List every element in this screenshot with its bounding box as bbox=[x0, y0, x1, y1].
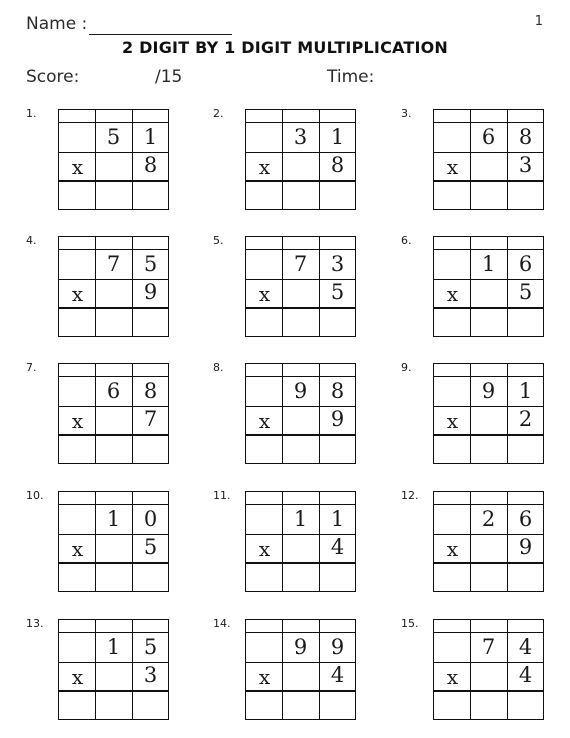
top-digit: 1 bbox=[143, 125, 158, 149]
answer-cell[interactable] bbox=[320, 309, 356, 336]
grid-line bbox=[434, 504, 543, 505]
problem-number: 11. bbox=[213, 489, 231, 502]
answer-cell[interactable] bbox=[508, 436, 544, 463]
problem-grid[interactable] bbox=[58, 619, 169, 720]
multiply-sign: x bbox=[446, 282, 459, 306]
problem-grid[interactable] bbox=[433, 236, 544, 337]
multiply-sign: x bbox=[258, 282, 271, 306]
problem-grid[interactable] bbox=[433, 109, 544, 210]
answer-cell[interactable] bbox=[133, 309, 169, 336]
bottom-digit: 5 bbox=[143, 535, 158, 559]
multiply-sign: x bbox=[258, 665, 271, 689]
answer-cell[interactable] bbox=[471, 692, 507, 719]
top-digit: 6 bbox=[106, 379, 121, 403]
problem-grid[interactable] bbox=[433, 619, 544, 720]
grid-line bbox=[246, 632, 355, 633]
answer-cell[interactable] bbox=[508, 692, 544, 719]
top-digit: 2 bbox=[481, 507, 496, 531]
grid-line bbox=[434, 632, 543, 633]
top-digit: 0 bbox=[143, 507, 158, 531]
answer-cell[interactable] bbox=[96, 436, 132, 463]
problem-grid[interactable] bbox=[58, 363, 169, 464]
top-digit: 1 bbox=[481, 252, 496, 276]
answer-cell[interactable] bbox=[283, 182, 319, 209]
grid-line bbox=[246, 504, 355, 505]
problem-number: 6. bbox=[401, 234, 412, 247]
top-digit: 1 bbox=[293, 507, 308, 531]
problem-number: 10. bbox=[26, 489, 44, 502]
top-digit: 1 bbox=[518, 379, 533, 403]
top-digit: 9 bbox=[293, 635, 308, 659]
answer-cell[interactable] bbox=[246, 436, 282, 463]
answer-cell[interactable] bbox=[320, 692, 356, 719]
answer-cell[interactable] bbox=[59, 182, 95, 209]
answer-cell[interactable] bbox=[434, 692, 470, 719]
answer-cell[interactable] bbox=[133, 692, 169, 719]
bottom-digit: 5 bbox=[330, 280, 345, 304]
answer-cell[interactable] bbox=[96, 309, 132, 336]
answer-cell[interactable] bbox=[59, 309, 95, 336]
problem-number: 2. bbox=[213, 107, 224, 120]
problem-grid[interactable] bbox=[245, 236, 356, 337]
grid-line bbox=[246, 249, 355, 250]
multiply-sign: x bbox=[71, 282, 84, 306]
problem-number: 4. bbox=[26, 234, 37, 247]
multiply-sign: x bbox=[446, 665, 459, 689]
problem-grid[interactable] bbox=[433, 363, 544, 464]
answer-cell[interactable] bbox=[471, 309, 507, 336]
grid-line bbox=[434, 376, 543, 377]
bottom-digit: 8 bbox=[330, 153, 345, 177]
top-digit: 3 bbox=[330, 252, 345, 276]
answer-cell[interactable] bbox=[246, 309, 282, 336]
answer-cell[interactable] bbox=[471, 182, 507, 209]
grid-line bbox=[434, 122, 543, 123]
bottom-digit: 7 bbox=[143, 407, 158, 431]
page-number: 1 bbox=[534, 14, 543, 29]
bottom-digit: 3 bbox=[143, 663, 158, 687]
answer-cell[interactable] bbox=[320, 564, 356, 591]
answer-cell[interactable] bbox=[434, 182, 470, 209]
problem-grid[interactable] bbox=[245, 363, 356, 464]
bottom-digit: 9 bbox=[330, 407, 345, 431]
problem-grid[interactable] bbox=[58, 236, 169, 337]
problem-grid[interactable] bbox=[245, 491, 356, 592]
answer-cell[interactable] bbox=[508, 564, 544, 591]
bottom-digit: 8 bbox=[143, 153, 158, 177]
problem-grid[interactable] bbox=[433, 491, 544, 592]
answer-cell[interactable] bbox=[508, 182, 544, 209]
top-digit: 8 bbox=[143, 379, 158, 403]
problem-grid[interactable] bbox=[58, 491, 169, 592]
bottom-digit: 9 bbox=[143, 280, 158, 304]
multiply-sign: x bbox=[258, 537, 271, 561]
top-digit: 8 bbox=[518, 125, 533, 149]
multiply-sign: x bbox=[71, 537, 84, 561]
multiply-sign: x bbox=[71, 665, 84, 689]
top-digit: 1 bbox=[106, 635, 121, 659]
time-label: Time: bbox=[327, 67, 375, 87]
top-digit: 6 bbox=[518, 252, 533, 276]
name-line[interactable] bbox=[89, 34, 232, 35]
grid-line bbox=[59, 504, 168, 505]
answer-cell[interactable] bbox=[59, 692, 95, 719]
problem-grid[interactable] bbox=[245, 109, 356, 210]
page-title: 2 DIGIT BY 1 DIGIT MULTIPLICATION bbox=[121, 38, 449, 57]
bottom-digit: 9 bbox=[518, 535, 533, 559]
top-digit: 8 bbox=[330, 379, 345, 403]
grid-line bbox=[434, 249, 543, 250]
top-digit: 6 bbox=[518, 507, 533, 531]
answer-cell[interactable] bbox=[133, 436, 169, 463]
answer-cell[interactable] bbox=[320, 182, 356, 209]
top-digit: 7 bbox=[293, 252, 308, 276]
multiply-sign: x bbox=[446, 155, 459, 179]
answer-cell[interactable] bbox=[283, 692, 319, 719]
multiply-sign: x bbox=[71, 155, 84, 179]
problem-number: 15. bbox=[401, 617, 419, 630]
answer-cell[interactable] bbox=[283, 436, 319, 463]
problem-number: 13. bbox=[26, 617, 44, 630]
answer-cell[interactable] bbox=[246, 564, 282, 591]
top-digit: 1 bbox=[330, 125, 345, 149]
answer-cell[interactable] bbox=[96, 564, 132, 591]
top-digit: 7 bbox=[106, 252, 121, 276]
answer-cell[interactable] bbox=[283, 564, 319, 591]
problem-number: 3. bbox=[401, 107, 412, 120]
top-digit: 4 bbox=[518, 635, 533, 659]
multiply-sign: x bbox=[446, 409, 459, 433]
answer-cell[interactable] bbox=[434, 436, 470, 463]
problem-number: 7. bbox=[26, 361, 37, 374]
answer-cell[interactable] bbox=[96, 182, 132, 209]
top-digit: 3 bbox=[293, 125, 308, 149]
problem-grid[interactable] bbox=[58, 109, 169, 210]
problem-number: 14. bbox=[213, 617, 231, 630]
answer-cell[interactable] bbox=[283, 309, 319, 336]
top-digit: 9 bbox=[330, 635, 345, 659]
score-total: /15 bbox=[155, 67, 183, 87]
bottom-digit: 5 bbox=[518, 280, 533, 304]
answer-cell[interactable] bbox=[434, 309, 470, 336]
grid-line bbox=[59, 249, 168, 250]
answer-cell[interactable] bbox=[133, 564, 169, 591]
top-digit: 1 bbox=[330, 507, 345, 531]
grid-line bbox=[246, 376, 355, 377]
grid-line bbox=[59, 376, 168, 377]
multiply-sign: x bbox=[71, 409, 84, 433]
answer-cell[interactable] bbox=[434, 564, 470, 591]
answer-cell[interactable] bbox=[471, 564, 507, 591]
top-digit: 9 bbox=[481, 379, 496, 403]
top-digit: 1 bbox=[106, 507, 121, 531]
bottom-digit: 4 bbox=[330, 663, 345, 687]
grid-line bbox=[59, 122, 168, 123]
answer-cell[interactable] bbox=[59, 564, 95, 591]
score-label: Score: bbox=[26, 67, 80, 87]
answer-cell[interactable] bbox=[59, 436, 95, 463]
top-digit: 5 bbox=[143, 252, 158, 276]
top-digit: 9 bbox=[293, 379, 308, 403]
top-digit: 5 bbox=[106, 125, 121, 149]
bottom-digit: 3 bbox=[518, 153, 533, 177]
answer-cell[interactable] bbox=[96, 692, 132, 719]
top-digit: 7 bbox=[481, 635, 496, 659]
bottom-digit: 4 bbox=[330, 535, 345, 559]
answer-cell[interactable] bbox=[471, 436, 507, 463]
top-digit: 6 bbox=[481, 125, 496, 149]
answer-cell[interactable] bbox=[133, 182, 169, 209]
problem-number: 1. bbox=[26, 107, 37, 120]
problem-number: 5. bbox=[213, 234, 224, 247]
answer-cell[interactable] bbox=[508, 309, 544, 336]
problem-grid[interactable] bbox=[245, 619, 356, 720]
multiply-sign: x bbox=[258, 155, 271, 179]
multiply-sign: x bbox=[446, 537, 459, 561]
answer-cell[interactable] bbox=[320, 436, 356, 463]
top-digit: 5 bbox=[143, 635, 158, 659]
bottom-digit: 2 bbox=[518, 407, 533, 431]
grid-line bbox=[246, 122, 355, 123]
grid-line bbox=[59, 632, 168, 633]
problem-number: 9. bbox=[401, 361, 412, 374]
problem-number: 8. bbox=[213, 361, 224, 374]
answer-cell[interactable] bbox=[246, 692, 282, 719]
name-label: Name : bbox=[26, 14, 88, 34]
multiply-sign: x bbox=[258, 409, 271, 433]
problem-number: 12. bbox=[401, 489, 419, 502]
answer-cell[interactable] bbox=[246, 182, 282, 209]
bottom-digit: 4 bbox=[518, 663, 533, 687]
